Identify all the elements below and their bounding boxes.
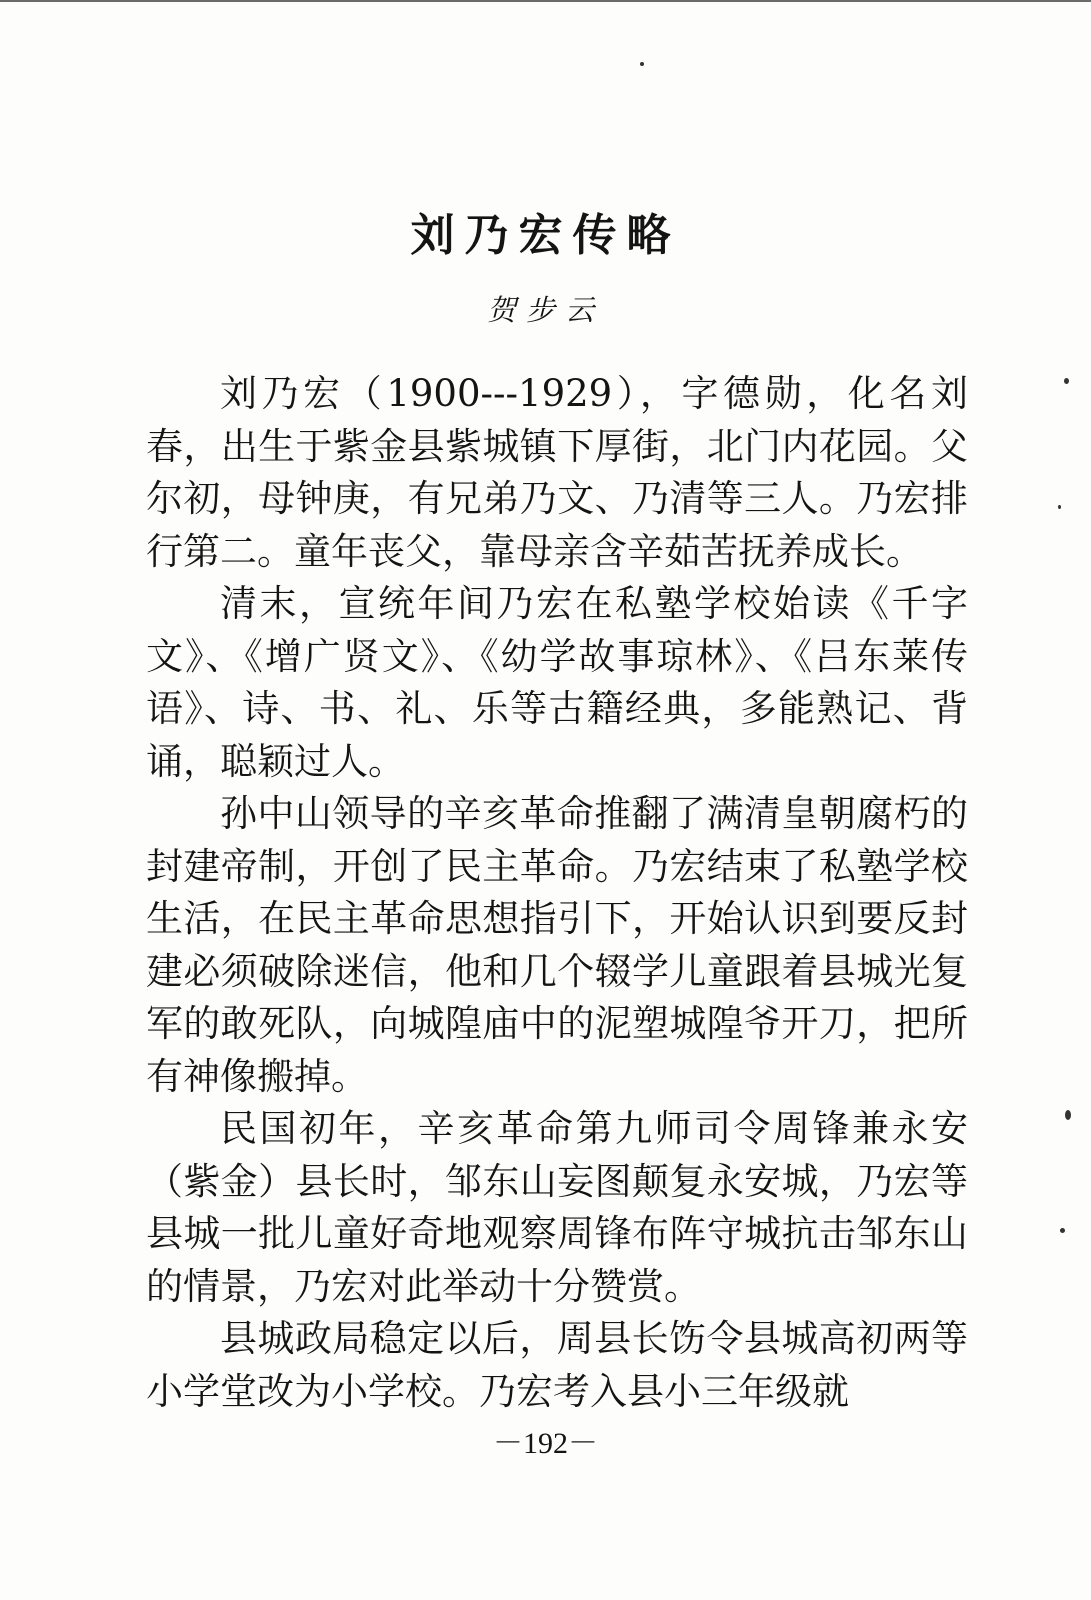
paragraph-5: 县城政局稳定以后，周县长饬令县城高初两等小学堂改为小学校。乃宏考入县小三年级就 <box>146 1317 968 1413</box>
scan-speck <box>1060 1228 1065 1233</box>
page-number: －192－ <box>493 1427 598 1460</box>
scan-top-edge <box>0 0 1091 2</box>
article-author: 贺步云 <box>486 293 604 327</box>
paragraph-1: 刘乃宏（1900---1929），字德勋，化名刘春，出生于紫金县紫城镇下厚街，北门内花园。父尔初，母钟庚，有兄弟乃文、乃清等三人。乃宏排行第二。童年丧父，靠母亲含辛茹苦抚养成长。 <box>146 372 968 573</box>
article-title: 刘乃宏传略 <box>410 210 681 261</box>
scan-speck <box>1058 505 1061 509</box>
scan-speck <box>640 62 644 66</box>
paragraph-2: 清末，宣统年间乃宏在私塾学校始读《千字文》、《增广贤文》、《幼学故事琼林》、《吕东莱传语》、诗、书、礼、乐等古籍经典，多能熟记、背诵，聪颖过人。 <box>146 582 968 783</box>
paragraph-3: 孙中山领导的辛亥革命推翻了满清皇朝腐朽的封建帝制，开创了民主革命。乃宏结束了私塾学校生活，在民主革命思想指引下，开始认识到要反封建必须破除迷信，他和几个辍学儿童跟着县城光复军的敢死队，向城隍庙中的泥塑城隍爷开刀，把所有神像搬掉。 <box>146 792 968 1098</box>
paragraph-4: 民国初年，辛亥革命第九师司令周锋兼永安（紫金）县长时，邹东山妄图颠复永安城，乃宏等县城一批儿童好奇地观察周锋布阵守城抗击邹东山的情景，乃宏对此举动十分赞赏。 <box>146 1107 968 1308</box>
scan-speck <box>1065 1110 1071 1120</box>
scan-speck <box>1064 378 1069 384</box>
article-body <box>146 368 968 1418</box>
